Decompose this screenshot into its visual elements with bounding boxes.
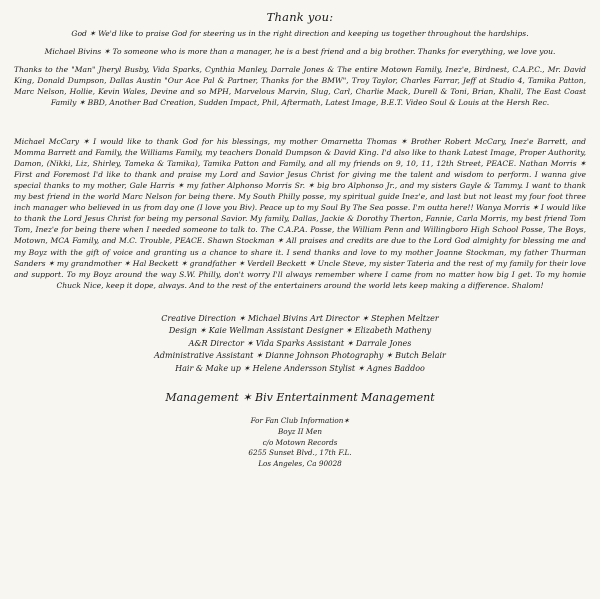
credit-row: Creative Direction ✶ Michael Bivins Art Director ✶ Stephen Meltzer bbox=[161, 313, 439, 323]
credit-row: Administrative Assistant ✶ Dianne Johnson Photography ✶ Butch Belair bbox=[154, 351, 446, 361]
credit-row: A&R Director ✶ Vida Sparks Assistant ✶ Darrale Jones bbox=[188, 338, 412, 348]
fan-club-line: For Fan Club Information✶ bbox=[250, 416, 350, 426]
fan-club-line: c/o Motown Records bbox=[262, 437, 338, 447]
fan-club-line: 6255 Sunset Blvd., 17th F.L. bbox=[248, 448, 352, 458]
thanks-industry-paragraph: Thanks to the "Man" Jheryl Busby, Vida Sparks, Cynthia Manley, Darrale Jones & The entire Motown Family, Inez'e, Birdnest, C.A.P.C., Mr. David King, Donald Dumpson, Dallas Austin "Our Ace Pal & Partner, Thanks for the BMW", Troy Taylor, Charles Farrar, Jeff at Studio 4, Tamika Patton, Marc Nelson, Hollie, Kevin Wales, Devine and so MPH, Marvelous Marvin, Slug, Carl, Charlie Mack, Durell & Toni, Brian, Khalil, The East Coast Family ✶ BBD, Another Bad Creation, Sudden Impact, Phil, Aftermath, Latest Image, B.E.T. Video Soul & Louis at the Hersh Rec. bbox=[14, 65, 586, 108]
credit-row: Hair & Make up ✶ Helene Andersson Stylist ✶ Agnes Baddoo bbox=[175, 363, 425, 373]
fan-club-address bbox=[14, 416, 586, 469]
spacer bbox=[14, 116, 586, 136]
fan-club-line: Boyz II Men bbox=[278, 426, 322, 436]
credits-block bbox=[90, 313, 510, 376]
member-thanks-paragraph: Michael McCary ✶ I would like to thank God for his blessings, my mother Omarnetta Thomas ✶ Brother Robert McCary, Inez'e Barrett, and Momma Barrett and Family, the Williams Family, my teachers Donald Dumpson & David King. I'd also like to thank Latest Image, Proper Authority, Damon, (Nikki, Liz, Shirley, Tameka & Tamika), Tamika Patton and Family, and all my friends on 9, 10, 11, 12th Street, PEACE. Nathan Morris ✶ First and Foremost I'd like to thank and praise my Lord and Savior Jesus Christ for giving me the talent and wisdom to perform. I wanna give special thanks to my mother, Gale Harris ✶ my father Alphonso Morris Sr. ✶ big bro Alphonso Jr., and my sisters Gayle & Tammy. I want to thank my best friend in the world Marc Nelson for being there. My South Philly posse, my spiritual guide Inez'e, and last but not least my four foot three inch manager who believed in us from day one (I love you Biv). Peace up to my Soul By The Sea posse. I'm outta here!! Wanya Morris ✶ I would like to thank the Lord Jesus Christ for being my personal Savior. My family, Dallas, Jackie & Dorothy Therton, Fannie, Carla Morris, my best friend Tom Tom, Inez'e for being there when I needed someone to talk to. The C.A.P.A. Posse, the William Penn and Willingboro High School Posse, The Boys, Motown, MCA Family, and M.C. Trouble, PEACE. Shawn Stockman ✶ All praises and credits are due to the Lord God almighty for blessing me and my Boyz with the gift of voice and granting us a chance to share it. I send thanks and love to my mother Joanne Stockman, my father Thurman Sanders ✶ my grandmother ✶ Hal Beckett ✶ grandfather ✶ Verdell Beckett ✶ Uncle Steve, my sister Tateria and the rest of my family for their love and support. To my Boyz around the way S.W. Philly, don't worry I'll always remember where I came from no matter how big I get. To my homie Chuck Nice, keep it dope, always. And to the rest of the entertainers around the world lets keep making a difference. Shalom! bbox=[14, 136, 586, 290]
management-line: Management ✶ Biv Entertainment Management bbox=[165, 391, 435, 405]
page-title: Thank you: bbox=[266, 10, 334, 24]
thanks-manager-paragraph: Michael Bivins ✶ To someone who is more than a manager, he is a best friend and a big brother. Thanks for everything, we love you. bbox=[44, 47, 556, 57]
thanks-god-paragraph: God ✶ We'd like to praise God for steering us in the right direction and keeping us together throughout the hardships. bbox=[71, 29, 529, 38]
credit-row: Design ✶ Kaie Wellman Assistant Designer ✶ Elizabeth Matheny bbox=[168, 326, 432, 336]
fan-club-line: Los Angeles, Ca 90028 bbox=[258, 458, 342, 468]
